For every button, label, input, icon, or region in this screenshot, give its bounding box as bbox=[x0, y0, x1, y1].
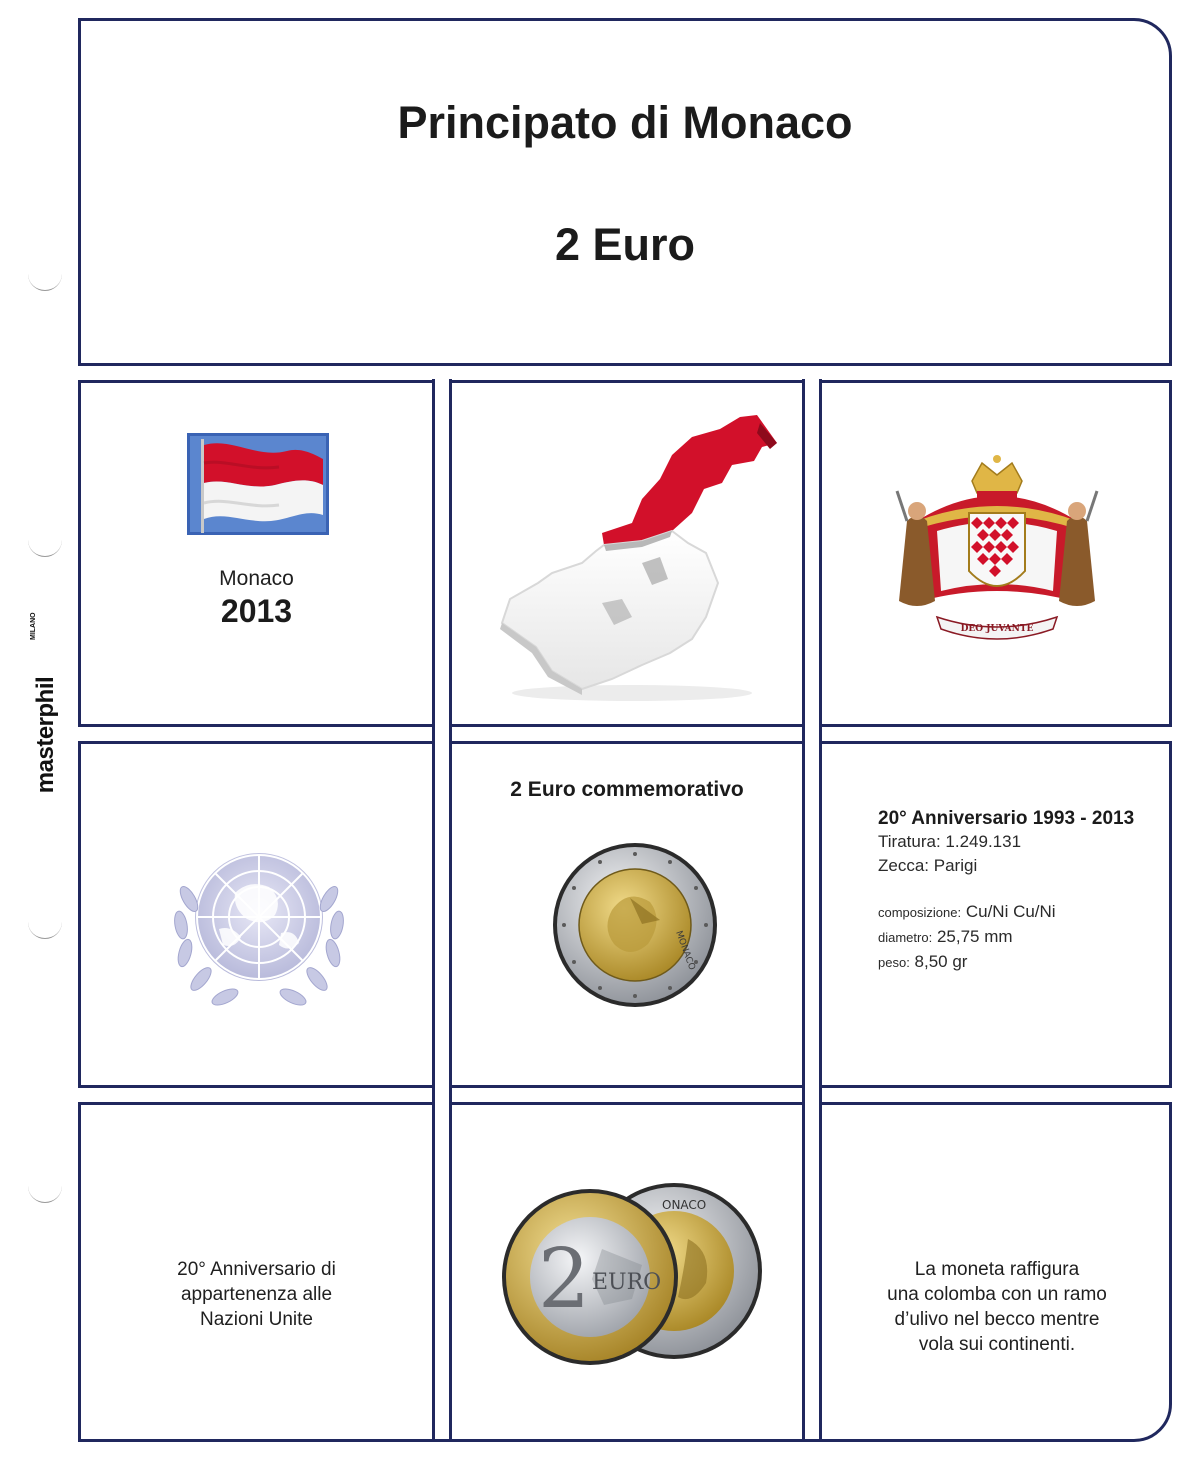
mintage-label: Tiratura: bbox=[878, 832, 941, 851]
coin-caption: 2 Euro commemorativo bbox=[510, 778, 744, 801]
weight-label: peso: bbox=[878, 955, 910, 970]
diameter-row bbox=[878, 925, 1168, 950]
anniversary-line: appartenenza alle bbox=[180, 1284, 333, 1305]
brand-sub: MILANO bbox=[30, 612, 37, 640]
binder-hole bbox=[28, 272, 62, 291]
binder-hole bbox=[28, 920, 62, 939]
mint-row bbox=[878, 854, 1168, 878]
details-block bbox=[878, 808, 1168, 975]
composition-row bbox=[878, 900, 1168, 925]
un-emblem-cell bbox=[81, 744, 432, 1085]
page-subtitle: 2 Euro bbox=[554, 219, 696, 270]
details-cell bbox=[822, 744, 1172, 1085]
mint-label: Zecca: bbox=[878, 856, 930, 875]
row-divider bbox=[78, 724, 1172, 744]
description-line: d’ulivo nel becco mentre bbox=[894, 1309, 1100, 1330]
binder-hole bbox=[28, 538, 62, 557]
weight-value: 8,50 gr bbox=[914, 952, 968, 971]
flag-year: 2013 bbox=[220, 593, 293, 629]
description-line: La moneta raffigura bbox=[914, 1259, 1080, 1280]
monaco-flag-icon bbox=[187, 433, 329, 535]
composition-label: composizione: bbox=[878, 905, 962, 920]
page-title: Principato di Monaco bbox=[397, 97, 853, 148]
mint-value: Parigi bbox=[933, 856, 978, 875]
coat-of-arms-icon bbox=[877, 451, 1117, 651]
description-line: una colomba con un ramo bbox=[887, 1284, 1107, 1305]
brand-name: masterphil bbox=[32, 676, 59, 794]
coin-denomination: 2 bbox=[538, 1232, 591, 1327]
page-header bbox=[81, 21, 1169, 365]
weight-row bbox=[878, 950, 1168, 975]
coin-unit: EURO bbox=[592, 1270, 662, 1295]
binder-hole bbox=[28, 1184, 62, 1203]
brand-logo bbox=[26, 640, 66, 830]
description-line: vola sui continenti. bbox=[918, 1334, 1076, 1355]
coat-of-arms-cell bbox=[822, 383, 1172, 724]
column-divider bbox=[802, 379, 822, 1439]
description-cell bbox=[822, 1105, 1172, 1442]
map-cell bbox=[452, 383, 802, 724]
coin-pair-icon bbox=[492, 1179, 772, 1369]
diameter-label: diametro: bbox=[878, 930, 933, 945]
row-divider bbox=[78, 1085, 1172, 1105]
row-divider bbox=[78, 363, 1172, 383]
anniversary-line: Nazioni Unite bbox=[200, 1309, 313, 1330]
album-page-frame bbox=[78, 18, 1172, 1442]
coin-rim-text: MONACO bbox=[673, 929, 697, 972]
monaco-map-icon bbox=[492, 403, 782, 703]
flag-cell bbox=[81, 383, 432, 724]
coat-of-arms-motto: DEO JUVANTE bbox=[960, 624, 1034, 634]
details-heading: 20° Anniversario 1993 - 2013 bbox=[878, 808, 1135, 829]
mintage-value: 1.249.131 bbox=[945, 832, 1022, 851]
diameter-value: 25,75 mm bbox=[936, 927, 1013, 946]
column-divider bbox=[432, 379, 452, 1439]
united-nations-emblem-icon bbox=[149, 829, 369, 1029]
mintage-row bbox=[878, 830, 1168, 854]
coin-cell bbox=[452, 744, 802, 1085]
coin-pair-rim-text: ONACO bbox=[662, 1198, 707, 1212]
anniversary-line: 20° Anniversario di bbox=[177, 1259, 336, 1280]
anniversary-cell bbox=[81, 1105, 432, 1442]
flag-country: Monaco bbox=[219, 567, 294, 590]
anniversary-text bbox=[81, 1257, 432, 1332]
composition-value: Cu/Ni Cu/Ni bbox=[965, 902, 1056, 921]
coin-obverse-icon bbox=[550, 840, 720, 1010]
coin-pair-cell bbox=[452, 1105, 802, 1442]
description-text bbox=[822, 1257, 1172, 1357]
